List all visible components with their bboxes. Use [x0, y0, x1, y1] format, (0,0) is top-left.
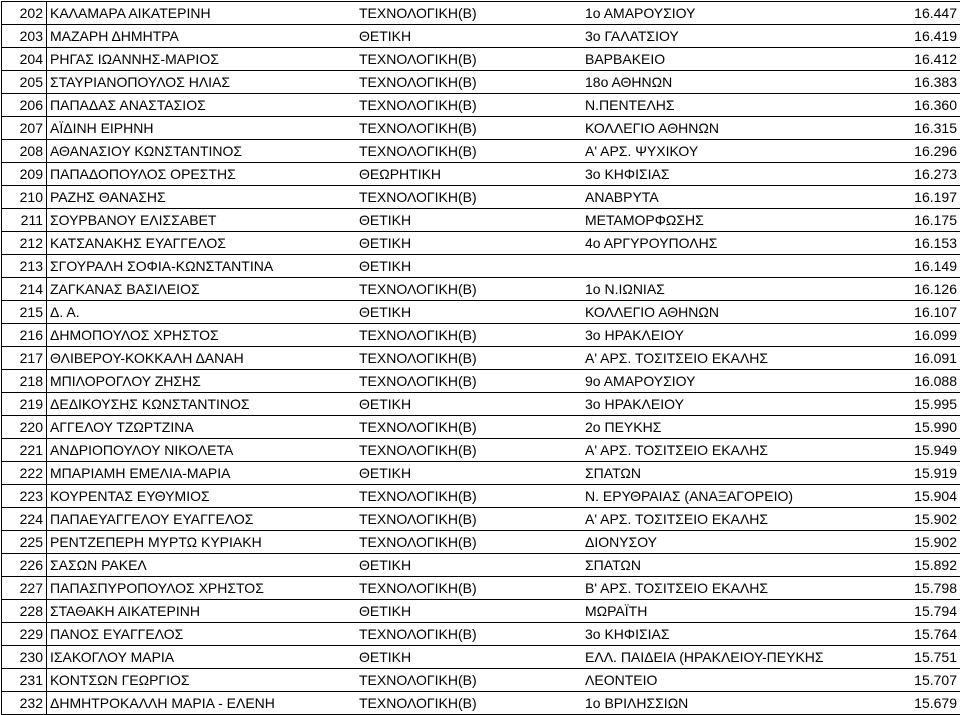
- score-cell: 16.091: [874, 347, 960, 370]
- school-cell: Ν.ΠΕΝΤΕΛΗΣ: [582, 94, 874, 117]
- student-name-cell: ΠΑΠΑΣΠΥΡΟΠΟΥΛΟΣ ΧΡΗΣΤΟΣ: [47, 577, 357, 600]
- track-cell: ΤΕΧΝΟΛΟΓΙΚΗ(Β): [356, 278, 582, 301]
- school-cell: 3ο ΚΗΦΙΣΙΑΣ: [582, 623, 874, 646]
- track-cell: ΘΕΤΙΚΗ: [356, 209, 582, 232]
- rank-cell: 208: [2, 140, 47, 163]
- student-name-cell: ΔΕΔΙΚΟΥΣΗΣ ΚΩΝΣΤΑΝΤΙΝΟΣ: [47, 393, 357, 416]
- student-name-cell: ΚΑΤΣΑΝΑΚΗΣ ΕΥΑΓΓΕΛΟΣ: [47, 232, 357, 255]
- table-row: [2, 48, 960, 71]
- track-cell: ΤΕΧΝΟΛΟΓΙΚΗ(Β): [356, 531, 582, 554]
- table-row: [2, 531, 960, 554]
- table-row: [2, 462, 960, 485]
- score-cell: 15.904: [874, 485, 960, 508]
- table-row: [2, 25, 960, 48]
- student-name-cell: ΠΑΝΟΣ ΕΥΑΓΓΕΛΟΣ: [47, 623, 357, 646]
- track-cell: ΤΕΧΝΟΛΟΓΙΚΗ(Β): [356, 347, 582, 370]
- student-name-cell: ΠΑΠΑΔΟΠΟΥΛΟΣ ΟΡΕΣΤΗΣ: [47, 163, 357, 186]
- table-row: [2, 186, 960, 209]
- school-cell: ΑΝΑΒΡΥΤΑ: [582, 186, 874, 209]
- score-cell: 15.794: [874, 600, 960, 623]
- table-row: [2, 577, 960, 600]
- student-name-cell: ΑΝΔΡΙΟΠΟΥΛΟΥ ΝΙΚΟΛΕΤΑ: [47, 439, 357, 462]
- score-cell: 16.153: [874, 232, 960, 255]
- student-name-cell: Δ. Α.: [47, 301, 357, 324]
- rank-cell: 222: [2, 462, 47, 485]
- table-row: [2, 508, 960, 531]
- track-cell: ΘΕΤΙΚΗ: [356, 232, 582, 255]
- table-row: [2, 232, 960, 255]
- table-row: [2, 692, 960, 715]
- student-name-cell: ΔΗΜΟΠΟΥΛΟΣ ΧΡΗΣΤΟΣ: [47, 324, 357, 347]
- track-cell: ΘΕΤΙΚΗ: [356, 646, 582, 669]
- rank-cell: 227: [2, 577, 47, 600]
- track-cell: ΤΕΧΝΟΛΟΓΙΚΗ(Β): [356, 2, 582, 25]
- school-cell: 18ο ΑΘΗΝΩΝ: [582, 71, 874, 94]
- rank-cell: 228: [2, 600, 47, 623]
- score-cell: 15.707: [874, 669, 960, 692]
- school-cell: ΔΙΟΝΥΣΟΥ: [582, 531, 874, 554]
- rank-cell: 218: [2, 370, 47, 393]
- table-row: [2, 140, 960, 163]
- score-cell: 15.949: [874, 439, 960, 462]
- score-cell: 16.126: [874, 278, 960, 301]
- table-row: [2, 94, 960, 117]
- rank-cell: 206: [2, 94, 47, 117]
- rank-cell: 225: [2, 531, 47, 554]
- rank-cell: 215: [2, 301, 47, 324]
- school-cell: ΚΟΛΛΕΓΙΟ ΑΘΗΝΩΝ: [582, 117, 874, 140]
- track-cell: ΤΕΧΝΟΛΟΓΙΚΗ(Β): [356, 186, 582, 209]
- school-cell: ΒΑΡΒΑΚΕΙΟ: [582, 48, 874, 71]
- school-cell: 1ο ΒΡΙΛΗΣΣΙΩΝ: [582, 692, 874, 715]
- track-cell: ΘΕΤΙΚΗ: [356, 255, 582, 278]
- track-cell: ΤΕΧΝΟΛΟΓΙΚΗ(Β): [356, 577, 582, 600]
- track-cell: ΤΕΧΝΟΛΟΓΙΚΗ(Β): [356, 48, 582, 71]
- student-name-cell: ΘΛΙΒΕΡΟΥ-ΚΟΚΚΑΛΗ ΔΑΝΑΗ: [47, 347, 357, 370]
- student-name-cell: ΜΠΙΛΟΡΟΓΛΟΥ ΖΗΣΗΣ: [47, 370, 357, 393]
- rank-cell: 226: [2, 554, 47, 577]
- table-row: [2, 117, 960, 140]
- school-cell: 3ο ΗΡΑΚΛΕΙΟΥ: [582, 393, 874, 416]
- student-name-cell: ΣΑΣΩΝ ΡΑΚΕΛ: [47, 554, 357, 577]
- rank-cell: 211: [2, 209, 47, 232]
- student-name-cell: ΡΗΓΑΣ ΙΩΑΝΝΗΣ-ΜΑΡΙΟΣ: [47, 48, 357, 71]
- rank-cell: 232: [2, 692, 47, 715]
- rank-cell: 231: [2, 669, 47, 692]
- rank-cell: 207: [2, 117, 47, 140]
- school-cell: 1ο Ν.ΙΩΝΙΑΣ: [582, 278, 874, 301]
- score-cell: 15.764: [874, 623, 960, 646]
- rank-cell: 221: [2, 439, 47, 462]
- rank-cell: 220: [2, 416, 47, 439]
- score-cell: 16.273: [874, 163, 960, 186]
- rank-cell: 204: [2, 48, 47, 71]
- school-cell: Α' ΑΡΣ. ΤΟΣΙΤΣΕΙΟ ΕΚΑΛΗΣ: [582, 439, 874, 462]
- school-cell: Α' ΑΡΣ. ΤΟΣΙΤΣΕΙΟ ΕΚΑΛΗΣ: [582, 508, 874, 531]
- student-name-cell: ΡΑΖΗΣ ΘΑΝΑΣΗΣ: [47, 186, 357, 209]
- score-cell: 16.107: [874, 301, 960, 324]
- school-cell: ΚΟΛΛΕΓΙΟ ΑΘΗΝΩΝ: [582, 301, 874, 324]
- school-cell: Ν. ΕΡΥΘΡΑΙΑΣ (ΑΝΑΞΑΓΟΡΕΙΟ): [582, 485, 874, 508]
- school-cell: 2ο ΠΕΥΚΗΣ: [582, 416, 874, 439]
- school-cell: 3ο ΓΑΛΑΤΣΙΟΥ: [582, 25, 874, 48]
- score-cell: 16.383: [874, 71, 960, 94]
- table-row: [2, 347, 960, 370]
- rank-cell: 210: [2, 186, 47, 209]
- student-name-cell: ΜΠΑΡΙΑΜΗ ΕΜΕΛΙΑ-ΜΑΡΙΑ: [47, 462, 357, 485]
- track-cell: ΤΕΧΝΟΛΟΓΙΚΗ(Β): [356, 140, 582, 163]
- track-cell: ΘΕΤΙΚΗ: [356, 554, 582, 577]
- score-cell: 15.892: [874, 554, 960, 577]
- student-name-cell: ΚΟΝΤΣΩΝ ΓΕΩΡΓΙΟΣ: [47, 669, 357, 692]
- track-cell: ΤΕΧΝΟΛΟΓΙΚΗ(Β): [356, 439, 582, 462]
- school-cell: Α' ΑΡΣ. ΤΟΣΙΤΣΕΙΟ ΕΚΑΛΗΣ: [582, 347, 874, 370]
- track-cell: ΘΕΤΙΚΗ: [356, 25, 582, 48]
- score-cell: 15.902: [874, 508, 960, 531]
- student-name-cell: ΑΪΔΙΝΗ ΕΙΡΗΝΗ: [47, 117, 357, 140]
- track-cell: ΘΕΩΡΗΤΙΚΗ: [356, 163, 582, 186]
- table-row: [2, 370, 960, 393]
- rank-cell: 202: [2, 2, 47, 25]
- track-cell: ΤΕΧΝΟΛΟΓΙΚΗ(Β): [356, 117, 582, 140]
- results-table-body: [2, 2, 960, 715]
- student-name-cell: ΜΑΖΑΡΗ ΔΗΜΗΤΡΑ: [47, 25, 357, 48]
- table-row: [2, 623, 960, 646]
- table-row: [2, 2, 960, 25]
- school-cell: ΣΠΑΤΩΝ: [582, 462, 874, 485]
- track-cell: ΤΕΧΝΟΛΟΓΙΚΗ(Β): [356, 508, 582, 531]
- table-row: [2, 646, 960, 669]
- school-cell: ΜΕΤΑΜΟΡΦΩΣΗΣ: [582, 209, 874, 232]
- student-name-cell: ΡΕΝΤΖΕΠΕΡΗ ΜΥΡΤΩ ΚΥΡΙΑΚΗ: [47, 531, 357, 554]
- track-cell: ΘΕΤΙΚΗ: [356, 462, 582, 485]
- track-cell: ΤΕΧΝΟΛΟΓΙΚΗ(Β): [356, 485, 582, 508]
- score-cell: 15.902: [874, 531, 960, 554]
- track-cell: ΘΕΤΙΚΗ: [356, 301, 582, 324]
- table-row: [2, 439, 960, 462]
- score-cell: 16.197: [874, 186, 960, 209]
- table-row: [2, 554, 960, 577]
- student-name-cell: ΣΟΥΡΒΑΝΟΥ ΕΛΙΣΣΑΒΕΤ: [47, 209, 357, 232]
- track-cell: ΤΕΧΝΟΛΟΓΙΚΗ(Β): [356, 669, 582, 692]
- track-cell: ΤΕΧΝΟΛΟΓΙΚΗ(Β): [356, 324, 582, 347]
- student-name-cell: ΣΤΑΘΑΚΗ ΑΙΚΑΤΕΡΙΝΗ: [47, 600, 357, 623]
- score-cell: 15.751: [874, 646, 960, 669]
- track-cell: ΤΕΧΝΟΛΟΓΙΚΗ(Β): [356, 692, 582, 715]
- school-cell: ΛΕΟΝΤΕΙΟ: [582, 669, 874, 692]
- table-row: [2, 416, 960, 439]
- rank-cell: 217: [2, 347, 47, 370]
- score-cell: 16.296: [874, 140, 960, 163]
- score-cell: 16.360: [874, 94, 960, 117]
- student-name-cell: ΔΗΜΗΤΡΟΚΑΛΛΗ ΜΑΡΙΑ - ΕΛΕΝΗ: [47, 692, 357, 715]
- rank-cell: 203: [2, 25, 47, 48]
- table-row: [2, 163, 960, 186]
- score-cell: 16.315: [874, 117, 960, 140]
- score-cell: 16.088: [874, 370, 960, 393]
- score-cell: 16.149: [874, 255, 960, 278]
- rank-cell: 219: [2, 393, 47, 416]
- school-cell: Α' ΑΡΣ. ΨΥΧΙΚΟΥ: [582, 140, 874, 163]
- school-cell: Β' ΑΡΣ. ΤΟΣΙΤΣΕΙΟ ΕΚΑΛΗΣ: [582, 577, 874, 600]
- track-cell: ΤΕΧΝΟΛΟΓΙΚΗ(Β): [356, 416, 582, 439]
- score-cell: 15.798: [874, 577, 960, 600]
- table-row: [2, 301, 960, 324]
- rank-cell: 230: [2, 646, 47, 669]
- school-cell: ΣΠΑΤΩΝ: [582, 554, 874, 577]
- student-name-cell: ΣΓΟΥΡΑΛΗ ΣΟΦΙΑ-ΚΩΝΣΤΑΝΤΙΝΑ: [47, 255, 357, 278]
- score-cell: 15.679: [874, 692, 960, 715]
- table-row: [2, 393, 960, 416]
- school-cell: 1ο ΑΜΑΡΟΥΣΙΟΥ: [582, 2, 874, 25]
- score-cell: 15.995: [874, 393, 960, 416]
- score-cell: 15.919: [874, 462, 960, 485]
- table-row: [2, 71, 960, 94]
- student-name-cell: ΠΑΠΑΕΥΑΓΓΕΛΟΥ ΕΥΑΓΓΕΛΟΣ: [47, 508, 357, 531]
- table-row: [2, 600, 960, 623]
- school-cell: ΜΩΡΑΪΤΗ: [582, 600, 874, 623]
- student-name-cell: ΖΑΓΚΑΝΑΣ ΒΑΣΙΛΕΙΟΣ: [47, 278, 357, 301]
- table-row: [2, 255, 960, 278]
- rank-cell: 214: [2, 278, 47, 301]
- student-name-cell: ΑΓΓΕΛΟΥ ΤΖΩΡΤΖΙΝΑ: [47, 416, 357, 439]
- score-cell: 16.412: [874, 48, 960, 71]
- school-cell: 9ο ΑΜΑΡΟΥΣΙΟΥ: [582, 370, 874, 393]
- track-cell: ΘΕΤΙΚΗ: [356, 600, 582, 623]
- school-cell: 3ο ΚΗΦΙΣΙΑΣ: [582, 163, 874, 186]
- table-row: [2, 278, 960, 301]
- rank-cell: 209: [2, 163, 47, 186]
- school-cell: 4ο ΑΡΓΥΡΟΥΠΟΛΗΣ: [582, 232, 874, 255]
- table-row: [2, 669, 960, 692]
- student-name-cell: ΑΘΑΝΑΣΙΟΥ ΚΩΝΣΤΑΝΤΙΝΟΣ: [47, 140, 357, 163]
- score-cell: 16.099: [874, 324, 960, 347]
- track-cell: ΤΕΧΝΟΛΟΓΙΚΗ(Β): [356, 370, 582, 393]
- student-name-cell: ΠΑΠΑΔΑΣ ΑΝΑΣΤΑΣΙΟΣ: [47, 94, 357, 117]
- track-cell: ΤΕΧΝΟΛΟΓΙΚΗ(Β): [356, 71, 582, 94]
- score-cell: 16.175: [874, 209, 960, 232]
- rank-cell: 213: [2, 255, 47, 278]
- table-row: [2, 209, 960, 232]
- score-cell: 15.990: [874, 416, 960, 439]
- student-name-cell: ΙΣΑΚΟΓΛΟΥ ΜΑΡΙΑ: [47, 646, 357, 669]
- track-cell: ΤΕΧΝΟΛΟΓΙΚΗ(Β): [356, 94, 582, 117]
- rank-cell: 212: [2, 232, 47, 255]
- school-cell: 3ο ΗΡΑΚΛΕΙΟΥ: [582, 324, 874, 347]
- score-cell: 16.419: [874, 25, 960, 48]
- student-name-cell: ΚΑΛΑΜΑΡΑ ΑΙΚΑΤΕΡΙΝΗ: [47, 2, 357, 25]
- table-row: [2, 324, 960, 347]
- score-cell: 16.447: [874, 2, 960, 25]
- student-name-cell: ΣΤΑΥΡΙΑΝΟΠΟΥΛΟΣ ΗΛΙΑΣ: [47, 71, 357, 94]
- rank-cell: 216: [2, 324, 47, 347]
- rank-cell: 229: [2, 623, 47, 646]
- rank-cell: 223: [2, 485, 47, 508]
- track-cell: ΘΕΤΙΚΗ: [356, 393, 582, 416]
- rank-cell: 205: [2, 71, 47, 94]
- school-cell: [582, 255, 874, 278]
- table-row: [2, 485, 960, 508]
- student-name-cell: ΚΟΥΡΕΝΤΑΣ ΕΥΘΥΜΙΟΣ: [47, 485, 357, 508]
- rank-cell: 224: [2, 508, 47, 531]
- track-cell: ΤΕΧΝΟΛΟΓΙΚΗ(Β): [356, 623, 582, 646]
- school-cell: ΕΛΛ. ΠΑΙΔΕΙΑ (ΗΡΑΚΛΕΙΟΥ-ΠΕΥΚΗΣ: [582, 646, 874, 669]
- results-table: [1, 1, 960, 715]
